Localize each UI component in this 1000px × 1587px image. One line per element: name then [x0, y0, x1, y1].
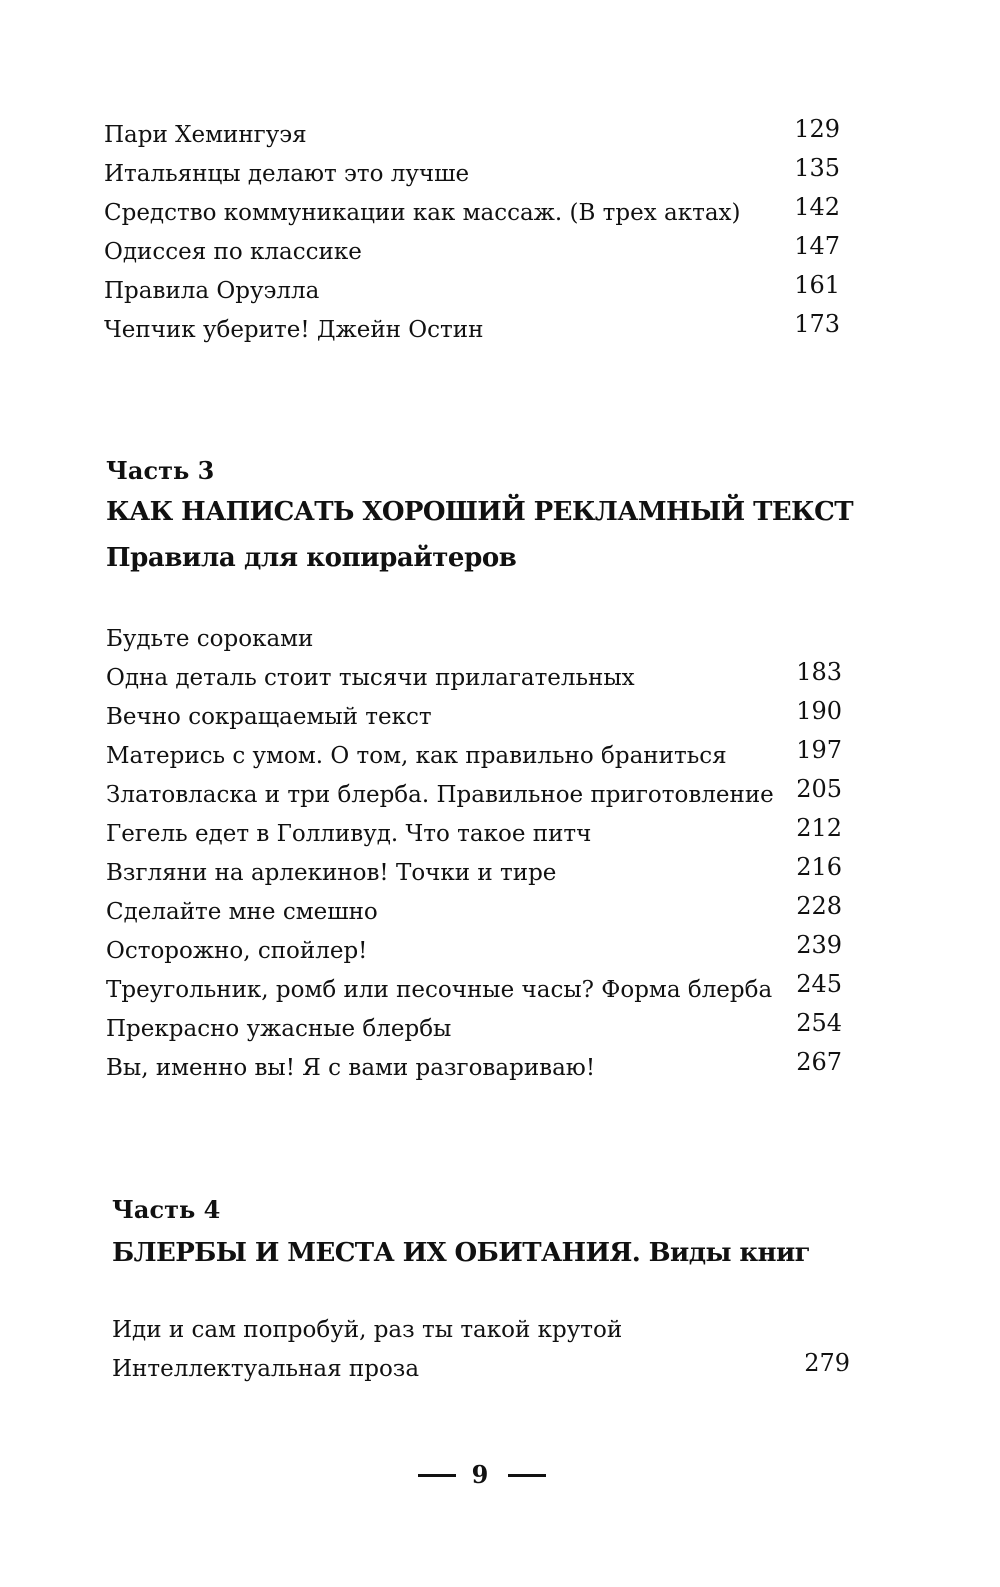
part-subheading: Правила для копирайтеров — [106, 543, 517, 573]
toc-entry-page: 161 — [794, 271, 840, 299]
toc-entry — [106, 1049, 866, 1088]
part-heading: БЛЕРБЫ И МЕСТА ИХ ОБИТАНИЯ. Виды книг — [112, 1238, 811, 1268]
toc-entry — [106, 737, 866, 776]
toc-entry — [106, 971, 866, 1010]
footer-dash-left — [418, 1474, 456, 1477]
part-label: Часть 3 — [106, 456, 215, 485]
toc-entry — [106, 1010, 866, 1049]
toc-entry-page: 212 — [796, 814, 842, 842]
part-label: Часть 4 — [112, 1195, 221, 1224]
toc-entry-title: Одна деталь стоит тысячи прилагательных — [106, 665, 635, 691]
toc-entry — [104, 155, 864, 194]
toc-entry — [104, 311, 864, 350]
toc-entry-title: Треугольник, ромб или песочные часы? Форма блерба — [106, 977, 773, 1003]
toc-entry — [106, 776, 866, 815]
toc-entry-title: Вы, именно вы! Я с вами разговариваю! — [106, 1055, 596, 1081]
part-heading: КАК НАПИСАТЬ ХОРОШИЙ РЕКЛАМНЫЙ ТЕКСТ — [106, 497, 853, 527]
toc-entry-title: Пари Хемингуэя — [104, 122, 307, 148]
toc-group-title-text: Иди и сам попробуй, раз ты такой крутой — [112, 1317, 623, 1343]
toc-entry — [112, 1350, 872, 1389]
toc-entry-page: 197 — [796, 736, 842, 764]
toc-entry-title: Взгляни на арлекинов! Точки и тире — [106, 860, 557, 886]
toc-entry-page: 216 — [796, 853, 842, 881]
toc-entry-page: 129 — [794, 115, 840, 143]
toc-entry-page: 135 — [794, 154, 840, 182]
footer-dash-right — [508, 1474, 546, 1477]
toc-entry — [106, 932, 866, 971]
toc-entry-title: Чепчик уберите! Джейн Остин — [104, 317, 484, 343]
toc-entry-title: Вечно сокращаемый текст — [106, 704, 432, 730]
toc-part-4 — [112, 1193, 872, 1389]
toc-entry-page: 205 — [796, 775, 842, 803]
toc-entry — [106, 893, 866, 932]
toc-section-continued — [104, 116, 864, 350]
toc-entry-page: 142 — [794, 193, 840, 221]
toc-entry-title: Одиссея по классике — [104, 239, 362, 265]
toc-entry-page: 147 — [794, 232, 840, 260]
toc-entry-title: Матерись с умом. О том, как правильно браниться — [106, 743, 727, 769]
toc-entry-title: Правила Оруэлла — [104, 278, 320, 304]
toc-entry-page: 183 — [796, 658, 842, 686]
toc-entry-page: 279 — [804, 1349, 850, 1377]
toc-entry-page: 190 — [796, 697, 842, 725]
toc-entry — [106, 698, 866, 737]
toc-entry-page: 254 — [796, 1009, 842, 1037]
toc-group-title — [112, 1311, 872, 1350]
toc-entry — [106, 815, 866, 854]
toc-entry-title: Прекрасно ужасные блербы — [106, 1016, 452, 1042]
toc-group-title — [106, 620, 866, 659]
toc-entry-title: Сделайте мне смешно — [106, 899, 378, 925]
toc-entry-page: 267 — [796, 1048, 842, 1076]
toc-entry-title: Осторожно, спойлер! — [106, 938, 368, 964]
toc-entry — [104, 272, 864, 311]
toc-group-title-text: Будьте сороками — [106, 626, 314, 652]
toc-entry-title: Гегель едет в Голливуд. Что такое питч — [106, 821, 592, 847]
toc-entry-page: 173 — [794, 310, 840, 338]
toc-entry-page: 245 — [796, 970, 842, 998]
toc-entry-page: 239 — [796, 931, 842, 959]
toc-part-3 — [106, 454, 866, 1088]
page-footer — [0, 1455, 1000, 1495]
toc-entry — [106, 659, 866, 698]
page-number: 9 — [471, 1460, 489, 1489]
toc-entry-title: Итальянцы делают это лучше — [104, 161, 470, 187]
toc-entry — [104, 194, 864, 233]
toc-entry-title: Интеллектуальная проза — [112, 1356, 420, 1382]
toc-entry-title: Средство коммуникации как массаж. (В трех актах) — [104, 200, 741, 226]
toc-entry — [104, 116, 864, 155]
toc-entry — [104, 233, 864, 272]
toc-entry-title: Златовласка и три блерба. Правильное приготовление — [106, 782, 774, 808]
toc-entry-page: 228 — [796, 892, 842, 920]
toc-entry — [106, 854, 866, 893]
